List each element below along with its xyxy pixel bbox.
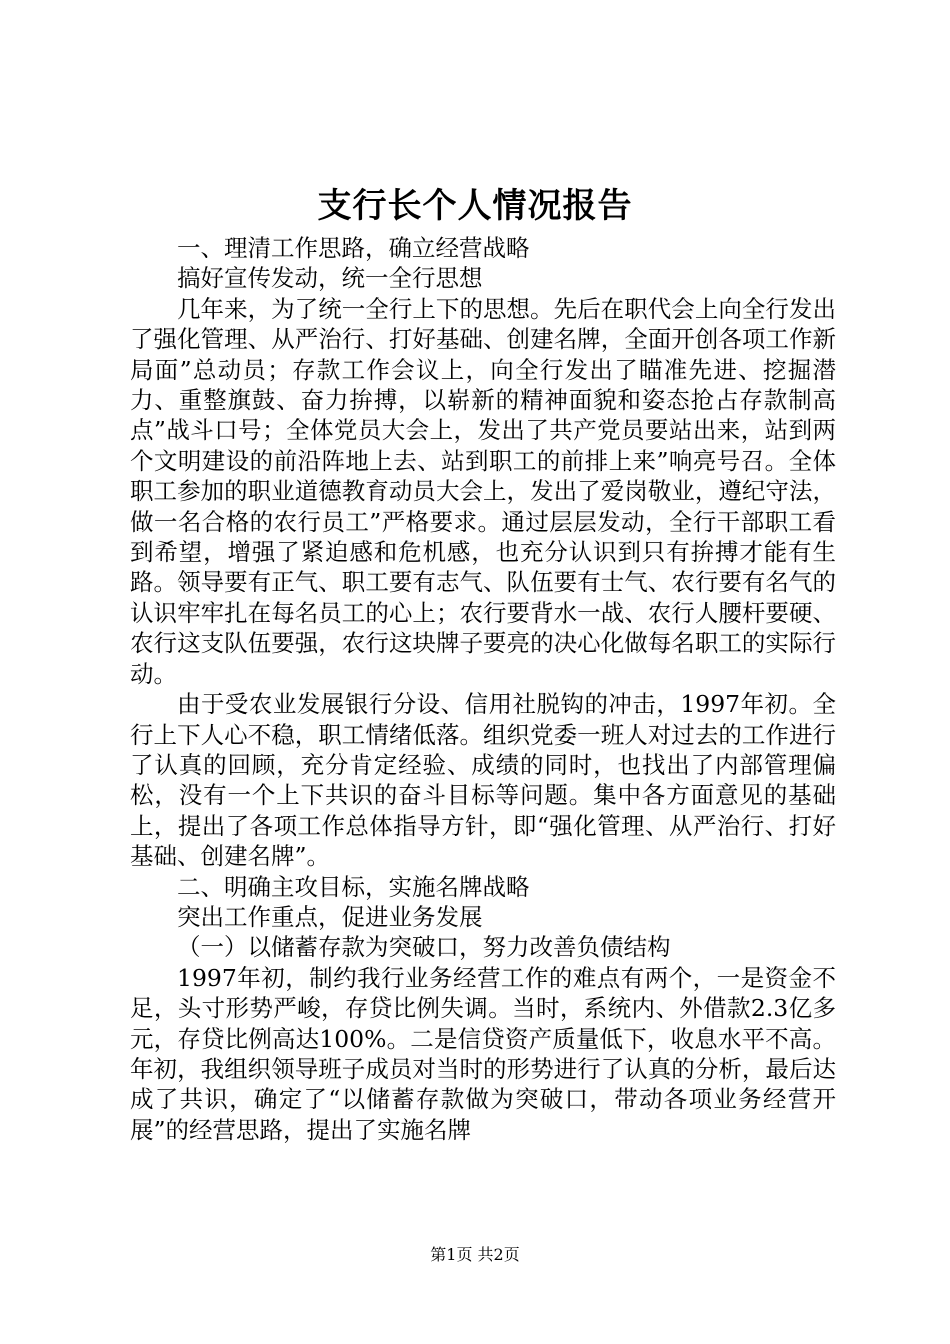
sub-heading: （一）以储蓄存款为突破口，努力改善负债结构: [177, 933, 671, 962]
body-paragraph: 由于受农业发展银行分设、信用社脱钩的冲击，1997年初。全行上下人心不稳，职工情绪低落。组织党委一班人对过去的工作进行了认真的回顾，充分肯定经验、成绩的同时，也找出了内部管理偏松，没有一个上下共识的奋斗目标等问题。集中各方面意见的基础上，提出了各项工作总体指导方针，即“强化管理、从严治行、打好基础、创建名牌”。: [130, 690, 836, 871]
page-number-footer: 第1页 共2页: [430, 1245, 520, 1264]
sub-heading: 搞好宣传发动，统一全行思想: [177, 264, 483, 293]
document-title: 支行长个人情况报告: [317, 186, 633, 226]
document-body: [130, 233, 836, 1145]
body-paragraph: 几年来，为了统一全行上下的思想。先后在职代会上向全行发出了强化管理、从严治行、打好基础、创建名牌，全面开创各项工作新局面”总动员；存款工作会议上，向全行发出了瞄准先进、挖掘潜力、重整旗鼓、奋力拚搏，以崭新的精神面貌和姿态抢占存款制高点”战斗口号；全体党员大会上，发出了共产党员要站出来，站到两个文明建设的前沿阵地上去、站到职工的前排上来”响亮号召。全体职工参加的职业道德教育动员大会上，发出了爱岗敬业，遵纪守法，做一名合格的农行员工”严格要求。通过层层发动，全行干部职工看到希望，增强了紧迫感和危机感，也充分认识到只有拚搏才能有生路。领导要有正气、职工要有志气、队伍要有士气、农行要有名气的认识牢牢扎在每名员工的心上；农行要背水一战、农行人腰杆要硬、农行这支队伍要强，农行这块牌子要亮的决心化做每名职工的实际行动。: [130, 294, 836, 688]
section-heading: 二、明确主攻目标，实施名牌战略: [177, 872, 530, 901]
section-heading: 一、理清工作思路，确立经营战略: [177, 234, 530, 262]
sub-heading: 突出工作重点，促进业务发展: [177, 902, 483, 931]
body-paragraph: 1997年初，制约我行业务经营工作的难点有两个，一是资金不足，头寸形势严峻，存贷比例失调。当时，系统内、外借款2.3亿多元，存贷比例高达100%。二是信贷资产质量低下，收息水平不高。年初，我组织领导班子成员对当时的形势进行了认真的分析，最后达成了共识，确定了“以储蓄存款做为突破口，带动各项业务经营开展”的经营思路，提出了实施名牌: [130, 963, 836, 1144]
